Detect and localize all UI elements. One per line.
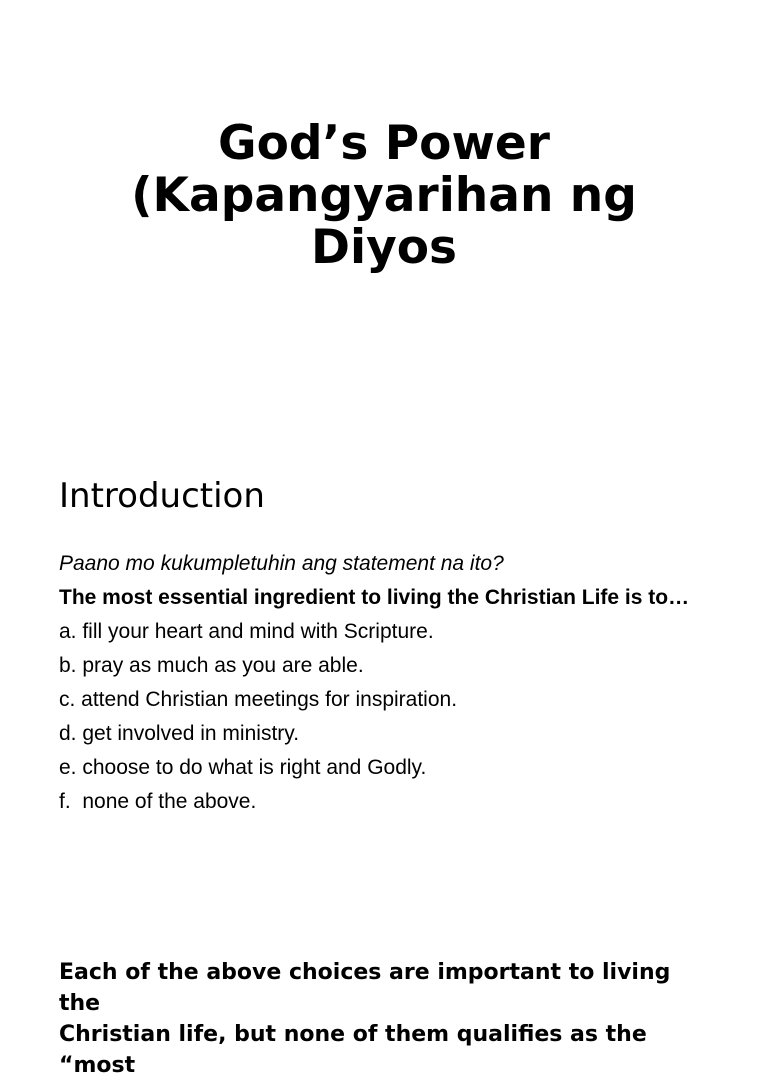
- title-line-2: (Kapangyarihan ng: [131, 168, 637, 223]
- title-line-3: Diyos: [310, 220, 458, 275]
- option-a: a. fill your heart and mind with Scripture.: [59, 620, 434, 643]
- option-b: b. pray as much as you are able.: [59, 654, 364, 677]
- answer-options: [59, 615, 739, 819]
- option-d: d. get involved in ministry.: [59, 722, 300, 745]
- conclusion-line-2: Christian life, but none of them qualifies as the “most: [59, 1022, 647, 1078]
- title-slide: [0, 0, 768, 400]
- conclusion-line-1: Each of the above choices are important to living the: [59, 960, 671, 1016]
- option-f: f. none of the above.: [59, 790, 257, 813]
- prompt-text: Paano mo kukumpletuhin ang statement na ito?: [59, 552, 504, 575]
- section-heading: Introduction: [59, 476, 265, 516]
- question-stem: The most essential ingredient to living the Christian Life is to…: [59, 586, 690, 609]
- conclusion-text: [59, 957, 719, 1081]
- option-e: e. choose to do what is right and Godly.: [59, 756, 427, 779]
- option-c: c. attend Christian meetings for inspiration.: [59, 688, 458, 711]
- title-line-1: God’s Power: [218, 116, 550, 171]
- introduction-slide: [0, 400, 768, 1078]
- page-title: [40, 118, 728, 274]
